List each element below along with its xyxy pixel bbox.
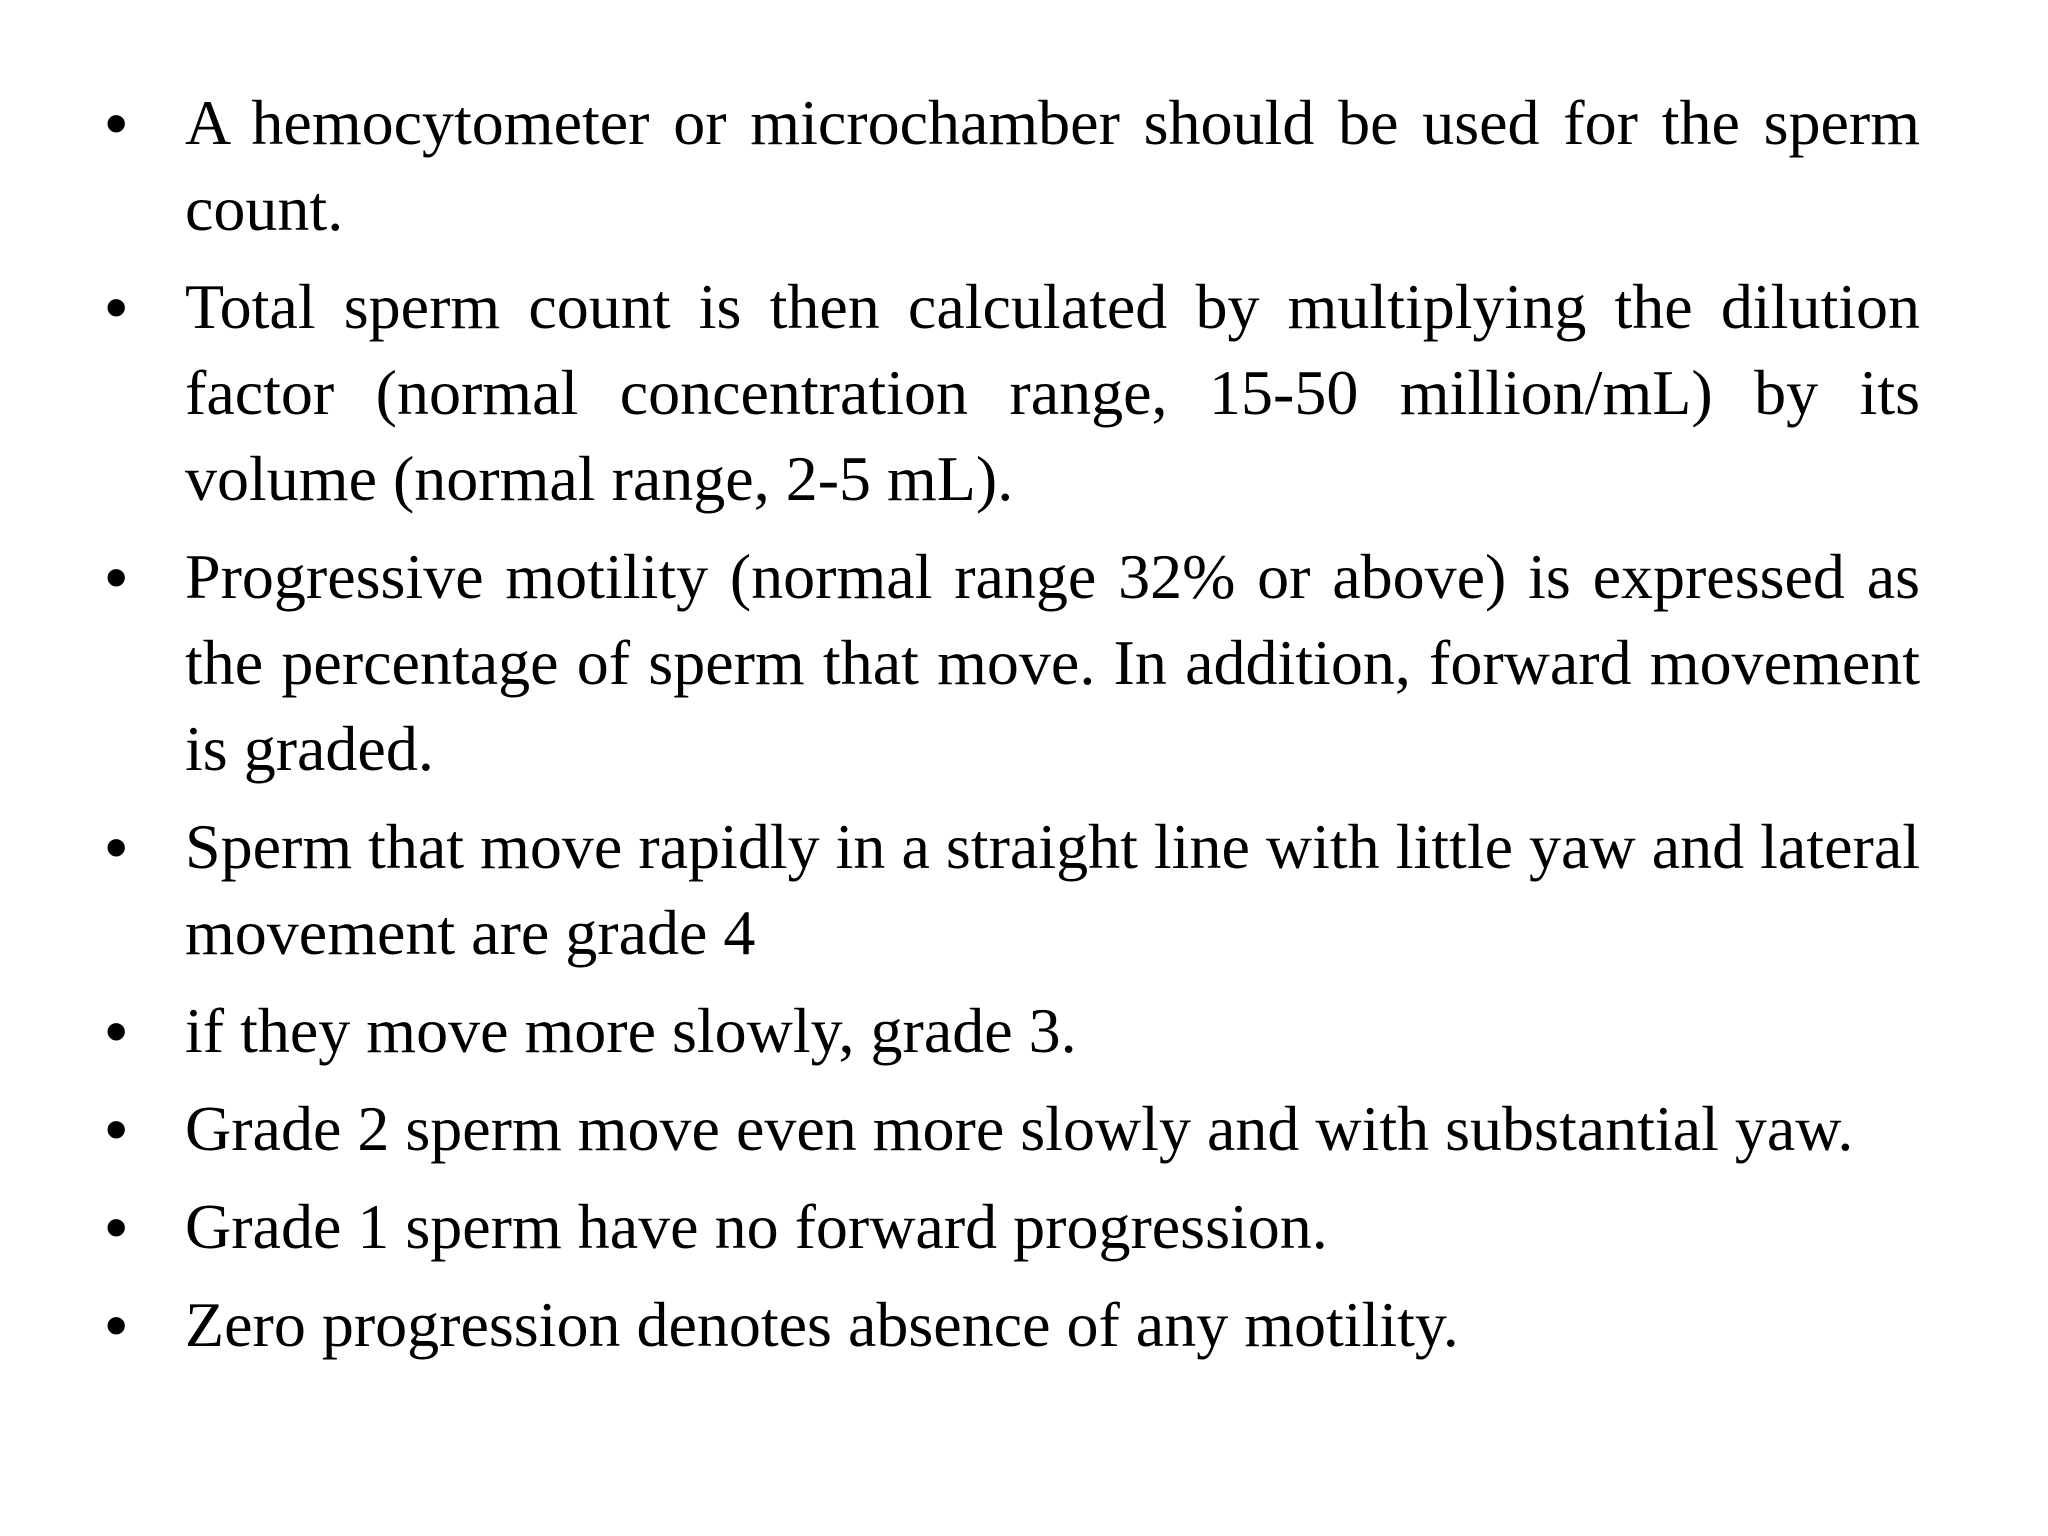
bullet-item-grade-4 xyxy=(0,804,1920,976)
bullet-dot-icon: • xyxy=(105,1093,128,1165)
bullet-dot-icon: • xyxy=(105,995,128,1067)
bullet-text: Grade 2 sperm move even more slowly and with substantial yaw. xyxy=(185,1093,1854,1164)
bullet-text: Zero progression denotes absence of any motility. xyxy=(185,1289,1459,1360)
bullet-dot-icon: • xyxy=(105,87,128,159)
bullet-item-grade-3 xyxy=(0,988,1920,1074)
bullet-text: if they move more slowly, grade 3. xyxy=(185,995,1077,1066)
bullet-item-grade-2 xyxy=(0,1086,1920,1172)
bullet-text: Grade 1 sperm have no forward progression. xyxy=(185,1191,1328,1262)
bullet-dot-icon: • xyxy=(105,811,128,883)
bullet-item-total-count xyxy=(0,264,1920,522)
bullet-item-zero-progression xyxy=(0,1282,1920,1368)
bullet-text: A hemocytometer or microchamber should be used for the sperm count. xyxy=(185,87,1920,244)
bullet-dot-icon: • xyxy=(105,541,128,613)
bullet-text: Sperm that move rapidly in a straight line with little yaw and lateral movement are grade 4 xyxy=(185,811,1920,968)
bullet-list xyxy=(0,80,2048,1380)
bullet-dot-icon: • xyxy=(105,1289,128,1361)
bullet-text: Progressive motility (normal range 32% or above) is expressed as the percentage of sperm that move. In addition, forward movement is graded. xyxy=(185,541,1920,784)
bullet-text: Total sperm count is then calculated by multiplying the dilution factor (normal concentration range, 15-50 million/mL) by its volume (normal range, 2-5 mL). xyxy=(185,271,1920,514)
bullet-item-hemocytometer xyxy=(0,80,1920,252)
bullet-item-grade-1 xyxy=(0,1184,1920,1270)
bullet-dot-icon: • xyxy=(105,1191,128,1263)
bullet-dot-icon: • xyxy=(105,271,128,343)
bullet-item-progressive-motility xyxy=(0,534,1920,792)
